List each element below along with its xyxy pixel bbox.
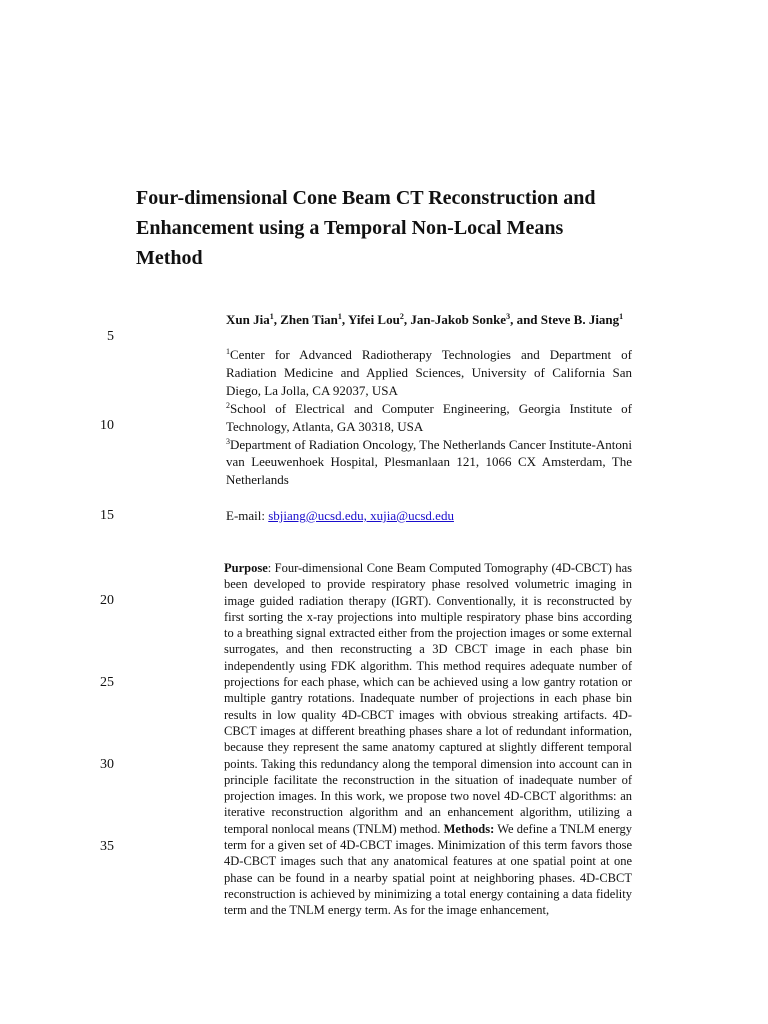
author-separator: , bbox=[273, 312, 281, 327]
affiliation-text: Center for Advanced Radiotherapy Technologies and Department of Radiation Medicine and Applied Sciences, University of California San Diego, La Jolla, CA 92037, USA bbox=[226, 347, 632, 398]
line-number-15: 15 bbox=[100, 508, 114, 523]
author-name: Yifei Lou bbox=[347, 312, 400, 327]
author-affiliation-mark: 1 bbox=[337, 312, 342, 321]
line-number-20: 20 bbox=[100, 593, 114, 608]
line-number-5: 5 bbox=[107, 329, 114, 344]
title-line-3: Method bbox=[136, 247, 203, 269]
author-separator: , and bbox=[510, 312, 541, 327]
title-line-2: Enhancement using a Temporal Non-Local Means bbox=[136, 217, 564, 239]
author-affiliation-mark: 1 bbox=[269, 312, 274, 321]
author-name: Steve B. Jiang bbox=[540, 312, 620, 327]
paper-title bbox=[136, 183, 656, 273]
author-separator: , bbox=[341, 312, 348, 327]
email-link[interactable]: sbjiang@ucsd.edu, xujia@ucsd.edu bbox=[268, 508, 454, 523]
affiliation-mark: 2 bbox=[226, 400, 230, 410]
affiliation-item bbox=[226, 400, 632, 436]
author-affiliation-mark: 2 bbox=[399, 312, 404, 321]
line-number-30: 30 bbox=[100, 757, 114, 772]
methods-text: We define a TNLM energy term for a given set of 4D-CBCT images. Minimization of this term favors those 4D-CBCT images such that any anatomical features at one spatial point at one phase can be found in a nearby spatial point at neighboring phases. 4D-CBCT reconstruction is achieved by minimizing a total energy containing a data fidelity term and the TNLM energy term. As for the image enhancement, bbox=[224, 821, 632, 918]
affiliation-mark: 1 bbox=[226, 347, 230, 356]
affiliation-item bbox=[226, 436, 632, 490]
email-line bbox=[226, 508, 632, 524]
affiliation-mark: 3 bbox=[226, 436, 230, 446]
purpose-heading: Purpose bbox=[224, 561, 268, 575]
author-name: Jan-Jakob Sonke bbox=[410, 312, 507, 327]
title-line-1: Four-dimensional Cone Beam CT Reconstruction and bbox=[136, 187, 596, 209]
affiliation-text: School of Electrical and Computer Engineering, Georgia Institute of Technology, Atlanta, GA 30318, USA bbox=[226, 400, 632, 434]
purpose-text: : Four-dimensional Cone Beam Computed Tomography (4D-CBCT) has been developed to provide respiratory phase resolved volumetric imaging in image guided radiation therapy (IGRT). Conventionally, it is reconstructed by first sorting the x-ray projections into multiple respiratory phase bins according to a breathing signal extracted either from the projection images or some external surrogates, and then reconstructing a 3D CBCT image in each phase bin independently using FDK algorithm. This method requires adequate number of projections for each phase, which can be achieved using a low gantry rotation or multiple gantry rotations. Inadequate number of projections in each phase bin results in low quality 4D-CBCT images with obvious streaking artifacts. 4D-CBCT images at different breathing phases share a lot of redundant information, because they represent the same anatomy captured at slightly different temporal points. Taking this redundancy along the temporal dimension into account can in principle facilitate the reconstruction in the situation of inadequate number of projection images. In this work, we propose two novel 4D-CBCT algorithms: an iterative reconstruction algorithm and an enhancement algorithm, utilizing a temporal nonlocal means (TNLM) method. bbox=[224, 561, 632, 836]
affiliation-list bbox=[226, 346, 632, 489]
author-separator: , bbox=[403, 312, 411, 327]
author-affiliation-mark: 1 bbox=[619, 312, 624, 321]
abstract-paragraph bbox=[224, 560, 632, 919]
affiliation-item bbox=[226, 346, 632, 400]
line-number-25: 25 bbox=[100, 675, 114, 690]
author-name: Xun Jia bbox=[226, 312, 270, 327]
methods-heading: Methods: bbox=[443, 821, 495, 836]
author-name: Zhen Tian bbox=[280, 312, 338, 327]
line-number-10: 10 bbox=[100, 418, 114, 433]
author-list bbox=[226, 312, 646, 328]
affiliation-text: Department of Radiation Oncology, The Netherlands Cancer Institute-Antoni van Leeuwenhoek Hospital, Plesmanlaan 121, 1066 CX Amsterdam, The Netherlands bbox=[226, 436, 632, 488]
email-label: E-mail: bbox=[226, 508, 269, 523]
line-number-35: 35 bbox=[100, 839, 114, 854]
author-affiliation-mark: 3 bbox=[506, 312, 511, 321]
